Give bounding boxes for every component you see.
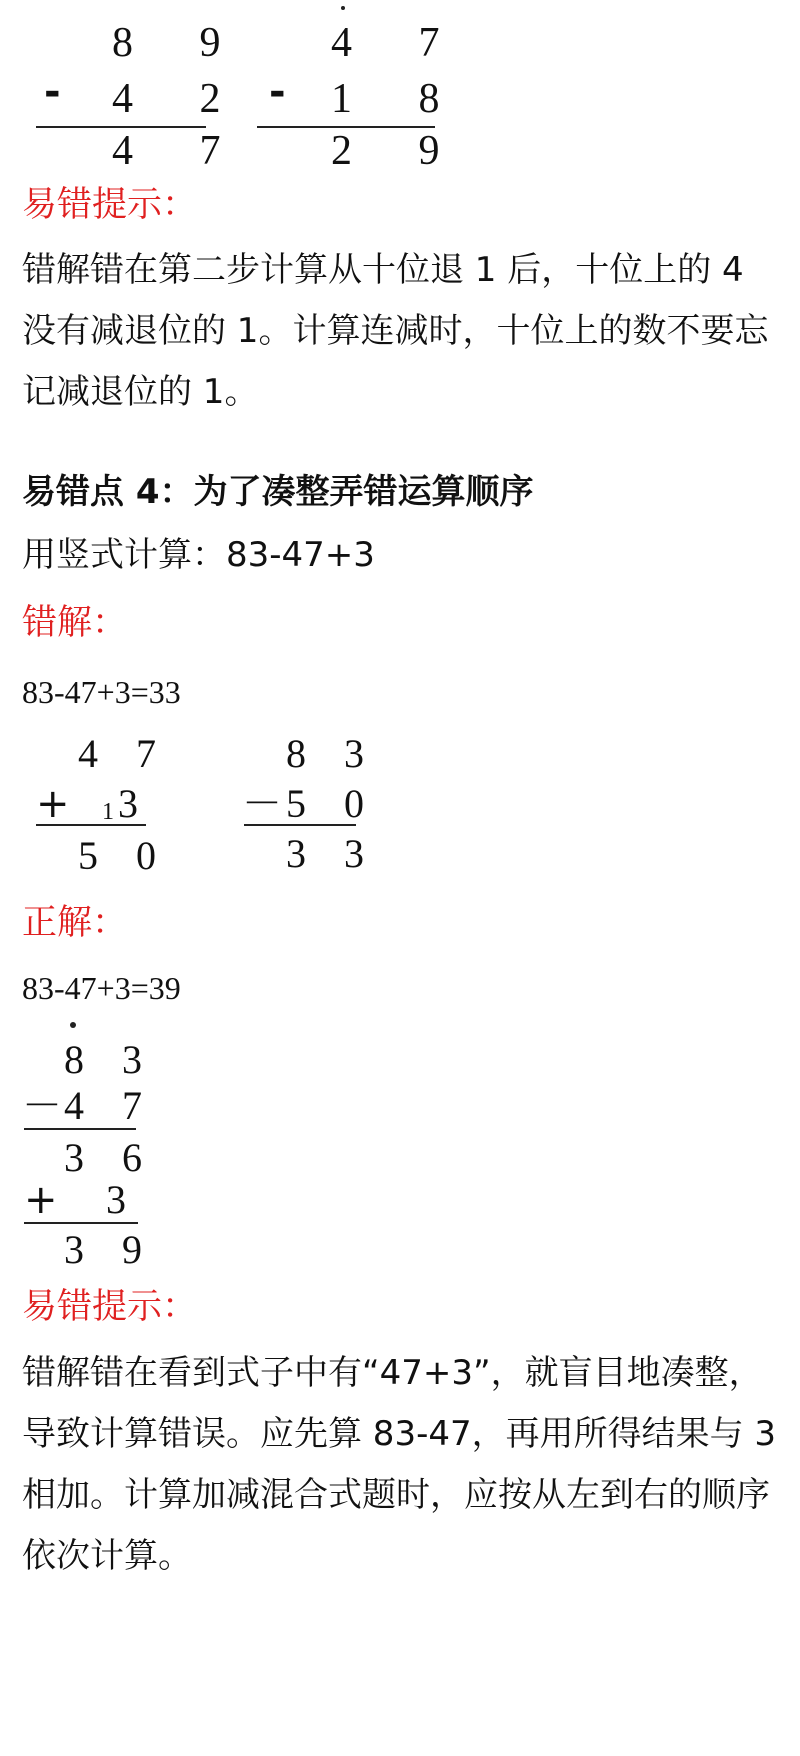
section-heading: 易错点 4：为了凑整弄错运算顺序 <box>22 472 534 512</box>
wrong-sub-bottom: 5 0 <box>286 781 378 826</box>
wrong-sub-top: 8 3 <box>286 731 378 776</box>
wrong-equation: 83-47+3=33 <box>22 674 181 710</box>
right-rule-1 <box>24 1128 136 1130</box>
borrow-dot <box>70 1022 76 1028</box>
wrong-add-result: 5 0 <box>78 833 170 878</box>
right-second: 4 7 <box>64 1083 156 1128</box>
top-calc-left <box>30 20 249 174</box>
wrong-add-rule <box>36 824 146 826</box>
borrow-dot <box>341 6 345 10</box>
tip2-text: 错解错在看到式子中有“47+3”，就盲目地凑整，导致计算错误。应先算 83-47，再用所得结果与 3 相加。计算加减混合式题时，应按从左到右的顺序依次计算。 <box>22 1353 777 1576</box>
top-left-minuend: 8 9 <box>112 20 249 66</box>
top-right-subtrahend: 1 8 <box>331 76 468 122</box>
top-left-result: 4 7 <box>112 128 249 174</box>
right-top: 8 3 <box>64 1037 156 1082</box>
wrong-calc-sub <box>240 730 390 880</box>
right-equation: 83-47+3=39 <box>22 970 181 1006</box>
tip1-text: 错解错在第二步计算从十位退 1 后，十位上的 4 没有减退位的 1。计算连减时，十位上的数不要忘记减退位的 1。 <box>22 250 769 412</box>
wrong-sub-rule <box>244 824 356 826</box>
top-calc-right <box>255 20 468 174</box>
right-minus: － <box>22 1083 62 1129</box>
right-label: 正解： <box>22 903 128 943</box>
wrong-add-carry: 1 <box>102 799 114 825</box>
right-plus: + <box>24 1177 58 1223</box>
wrong-add-plus: + <box>36 781 70 827</box>
top-left-minus: - <box>44 69 61 115</box>
right-third: 3 <box>106 1177 126 1222</box>
wrong-add-bottom: 3 <box>118 781 138 826</box>
top-left-subtrahend: 4 2 <box>112 76 249 122</box>
question: 用竖式计算：83-47+3 <box>22 535 375 575</box>
wrong-sub-minus: － <box>242 781 282 827</box>
top-right-result: 2 9 <box>331 128 468 174</box>
tip2-label: 易错提示： <box>22 1287 198 1327</box>
wrong-sub-result: 3 3 <box>286 831 378 876</box>
wrong-calc-add <box>30 730 170 880</box>
right-calc <box>22 1010 162 1272</box>
wrong-add-top: 4 7 <box>78 731 170 776</box>
right-result: 3 9 <box>64 1227 156 1272</box>
tip1-label: 易错提示： <box>22 185 198 225</box>
right-mid: 3 6 <box>64 1135 156 1180</box>
right-rule-2 <box>24 1222 138 1224</box>
wrong-label: 错解： <box>22 603 128 643</box>
top-right-minuend: 4 7 <box>331 20 468 66</box>
top-right-minus: - <box>269 69 286 115</box>
